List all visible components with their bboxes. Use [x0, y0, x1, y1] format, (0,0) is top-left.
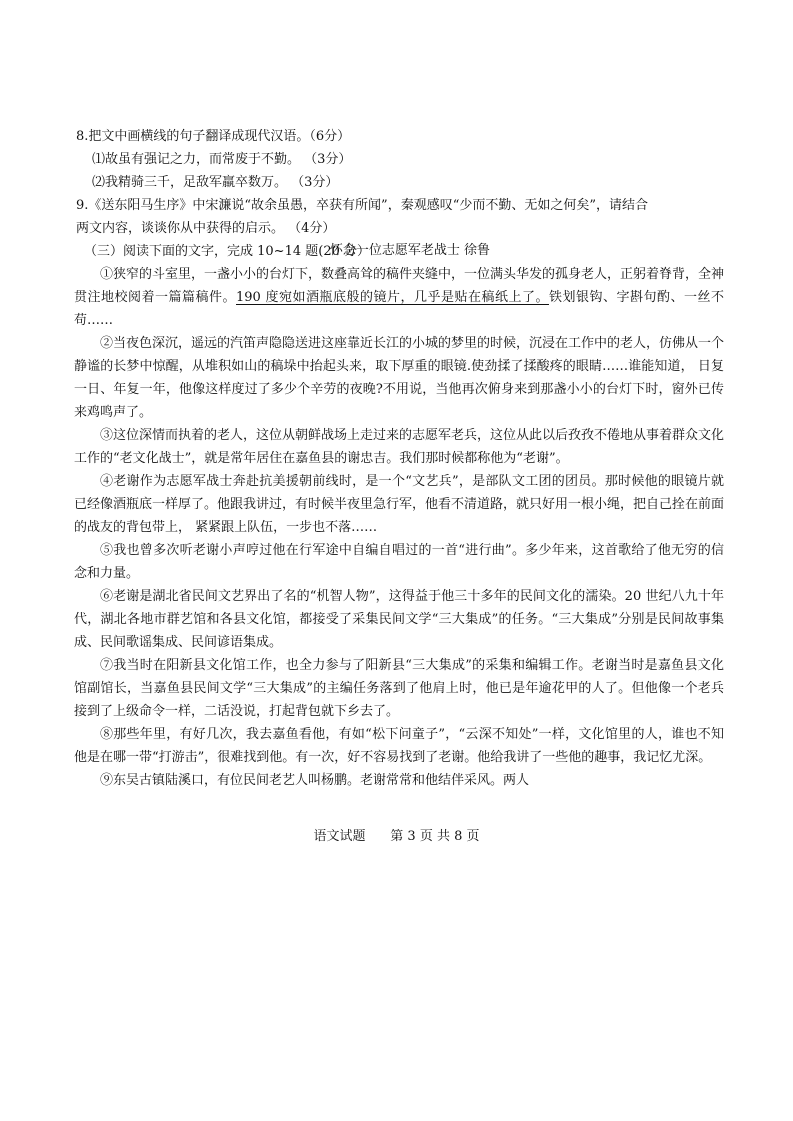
- paragraph-5: ⑤我也曾多次听老谢小声哼过他在行军途中自编自唱过的一首“进行曲”。多少年来，这首歌给了他无穷的信念和力量。: [74, 543, 724, 581]
- paragraph-4: ④老谢作为志愿军战士奔赴抗美援朝前线时，是一个“文艺兵”，是部队文工团的团员。那时候他的眼镜片就已经像酒瓶底一样厚了。他跟我讲过，有时候半夜里急行军，他看不清道路，就只好用一根小绳，把自己拴在前面的战友的背包带上， 紧紧跟上队伍，一步也不落……: [74, 474, 725, 535]
- article-title: 怀念一位志愿军老战士 徐鲁: [329, 243, 491, 258]
- paragraph-1-text-a: ①狭窄的斗室里，一盏小小的台灯下，数叠高耸的稿件夹缝中，一位满头华发的孤身老人，正躬着脊背，全神贯注地校阅着一篇篇稿件。: [74, 267, 725, 305]
- paragraph-9: ⑨东吴古镇陆溪口，有位民间老艺人叫杨鹏。老谢常常和他结伴采风。两人: [100, 773, 530, 788]
- question-8-item-2: ⑵我精骑三千，足敌军羸卒数万。 （3分）: [92, 175, 339, 190]
- paragraph-1: [74, 263, 724, 332]
- article-body: [74, 263, 724, 792]
- question-9-line-1: 9.《送东阳马生序》中宋濂说“故余虽愚，卒获有所闻”，秦观感叹“少而不勤、无如之何矣”，请结合: [76, 198, 648, 213]
- underlined-sentence: 190 度宛如酒瓶底般的镜片，几乎是贴在稿纸上了。: [236, 290, 549, 305]
- paragraph-3: ③这位深情而执着的老人，这位从朝鲜战场上走过来的志愿军老兵，这位从此以后孜孜不倦地从事着群众文化工作的“老文化战士”，就是常年居住在嘉鱼县的谢忠吉。我们那时候都称他为“老谢”。: [74, 428, 725, 466]
- page-footer: 语文试题 第 3 页 共 8 页: [313, 829, 480, 844]
- paragraph-6: ⑥老谢是湖北省民间文艺界出了名的“机智人物”，这得益于他三十多年的民间文化的濡染。20 世纪八九十年代，湖北各地市群艺馆和各县文化馆，都接受了采集民间文学“三大集成”的任务。“三大集成”分别是民间故事集成、民间歌谣集成、民间谚语集成。: [74, 589, 724, 650]
- question-8-item-1: ⑴故虽有强记之力，而常废于不勤。 （3分）: [92, 152, 352, 167]
- paragraph-1-text-b: 铁划银钩、字斟句酌、一丝不苟……: [74, 290, 724, 328]
- question-9-line-2: 两文内容，谈谈你从中获得的启示。 （4分）: [76, 221, 336, 236]
- paragraph-7: ⑦我当时在阳新县文化馆工作，也全力参与了阳新县“三大集成”的采集和编辑工作。老谢当时是嘉鱼县文化馆副馆长，当嘉鱼县民间文学“三大集成”的主编任务落到了他肩上时，他已是年逾花甲的人了。但他像一个老兵接到了上级命令一样，二话没说，打起背包就下乡去了。: [74, 658, 724, 719]
- section-3-heading: （三）阅读下面的文字，完成 10~14 题(20 分）: [84, 244, 370, 259]
- question-8: 8.把文中画横线的句子翻译成现代汉语。（6分）: [76, 129, 351, 144]
- paragraph-2: ②当夜色深沉，遥远的汽笛声隐隐送进这座靠近长江的小城的梦里的时候，沉浸在工作中的老人，仿佛从一个静谧的长梦中惊醒，从堆积如山的稿垛中抬起头来，取下厚重的眼镜.使劲揉了揉酸疼的眼睛……谁能知道， 日复一日、年复一年，他像这样度过了多少个辛劳的夜晚?不用说，当他再次俯身来到那盏小小的台灯下时，窗外已传来鸡鸣声了。: [74, 336, 725, 420]
- paragraph-8: ⑧那些年里，有好几次，我去嘉鱼看他，有如“松下问童子”，“云深不知处”一样，文化馆里的人，谁也不知他是在哪一带“打游击”，很难找到他。有一次，好不容易找到了老谢。他给我讲了一些他的趣事，我记忆尤深。: [74, 727, 724, 765]
